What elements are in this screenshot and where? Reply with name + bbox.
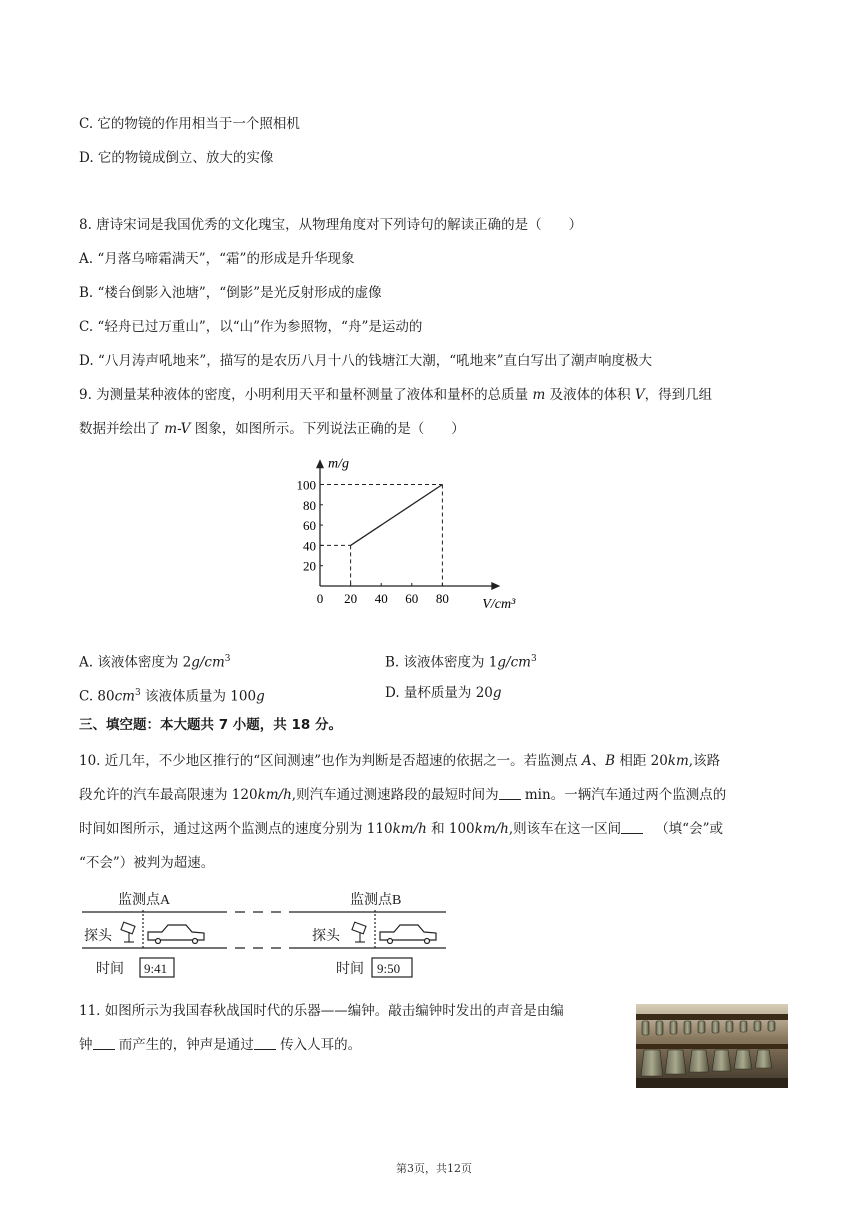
q10-line3: 时间如图所示，通过这两个监测点的速度分别为 110km/h 和 100km/h,则该车在这一区间 （填“会”或 <box>79 821 723 837</box>
y-axis-label: m/g <box>328 456 349 472</box>
point-a-label: 监测点A <box>118 893 171 908</box>
q7-option-d: D. 它的物镜成倒立、放大的实像 <box>79 150 274 166</box>
answer-blank[interactable] <box>93 1037 115 1050</box>
q8-option-a: A. “月落乌啼霜满天”，“霜”的形成是升华现象 <box>79 251 355 267</box>
probe-b-label: 探头 <box>312 929 340 944</box>
x-axis-label: V/cm³ <box>482 597 516 612</box>
car-icon <box>148 925 204 944</box>
section-heading: 三、填空题：本大题共 7 小题，共 18 分。 <box>79 717 342 733</box>
x-tick-label: 0 <box>316 591 324 606</box>
answer-blank[interactable] <box>621 821 643 834</box>
q10-line4: “不会”）被判为超速。 <box>79 855 215 871</box>
camera-icon <box>352 922 366 942</box>
q9-option-c: C. $80cm^3$ 该液体质量为 100g <box>79 688 265 705</box>
q8-stem: 8. 唐诗宋词是我国优秀的文化瑰宝，从物理角度对下列诗句的解读正确的是（ ） <box>79 217 583 233</box>
y-tick-label: 80 <box>303 497 316 513</box>
y-tick-label: 20 <box>303 558 316 574</box>
data-line <box>351 485 443 546</box>
x-tick-label: 60 <box>405 591 419 606</box>
time-a-label: 时间 <box>96 962 124 977</box>
q11-line2: 钟 而产生的，钟声是通过 传入人耳的。 <box>79 1037 362 1053</box>
q10-line1: 10. 近几年，不少地区推行的“区间测速”也作为判断是否超速的依据之一。若监测点 A、B 相距 20km,该路 <box>79 753 721 769</box>
y-tick-label: 40 <box>303 538 316 554</box>
road-monitor-figure <box>82 884 452 980</box>
q9-stem-line2: 数据并绘出了 m-V 图象，如图所示。下列说法正确的是（ ） <box>79 421 465 437</box>
y-tick-label: 100 <box>296 477 316 493</box>
x-tick-label: 40 <box>374 591 388 606</box>
y-tick-label: 60 <box>303 518 316 534</box>
y-axis-arrow <box>316 459 324 468</box>
q9-option-a: A. 该液体密度为 $2g/cm^3$ <box>79 654 231 671</box>
q10-line2: 段允许的汽车最高限速为 120km/h,则汽车通过测速路段的最短时间为 min。一辆汽车通过两个监测点的 <box>79 787 727 803</box>
time-b-label: 时间 <box>336 962 364 977</box>
time-b-value: 9:50 <box>377 961 401 976</box>
x-tick-label: 80 <box>435 591 449 606</box>
mv-chart <box>290 446 590 616</box>
answer-blank[interactable] <box>499 787 521 800</box>
answer-blank[interactable] <box>254 1037 276 1050</box>
q9-option-b: B. 该液体密度为 $1g/cm^3$ <box>385 654 537 671</box>
q9-option-d: D. 量杯质量为 20g <box>385 685 502 701</box>
q8-option-d: D. “八月涛声吼地来”，描写的是农历八月十八的钱塘江大潮，“吼地来”直白写出了潮声响度极大 <box>79 353 653 369</box>
q11-line1: 11. 如图所示为我国春秋战国时代的乐器——编钟。敲击编钟时发出的声音是由编 <box>79 1003 564 1019</box>
camera-icon <box>121 922 135 942</box>
q8-option-b: B. “楼台倒影入池塘”，“倒影”是光反射形成的虚像 <box>79 285 382 301</box>
time-a-value: 9:41 <box>144 961 168 976</box>
probe-a-label: 探头 <box>84 929 112 944</box>
q8-option-c: C. “轻舟已过万重山”，以“山”作为参照物，“舟”是运动的 <box>79 319 423 335</box>
x-tick-label: 20 <box>344 591 358 606</box>
point-b-label: 监测点B <box>350 893 402 908</box>
q7-option-c: C. 它的物镜的作用相当于一个照相机 <box>79 116 300 132</box>
x-axis-arrow <box>491 582 500 590</box>
bianzhong-photo <box>636 1004 788 1088</box>
q9-stem-line1: 9. 为测量某种液体的密度，小明利用天平和量杯测量了液体和量杯的总质量 m 及液体的体积 V，得到几组 <box>79 387 713 403</box>
car-icon <box>380 925 436 944</box>
page-footer: 第3页，共12页 <box>396 1162 472 1175</box>
